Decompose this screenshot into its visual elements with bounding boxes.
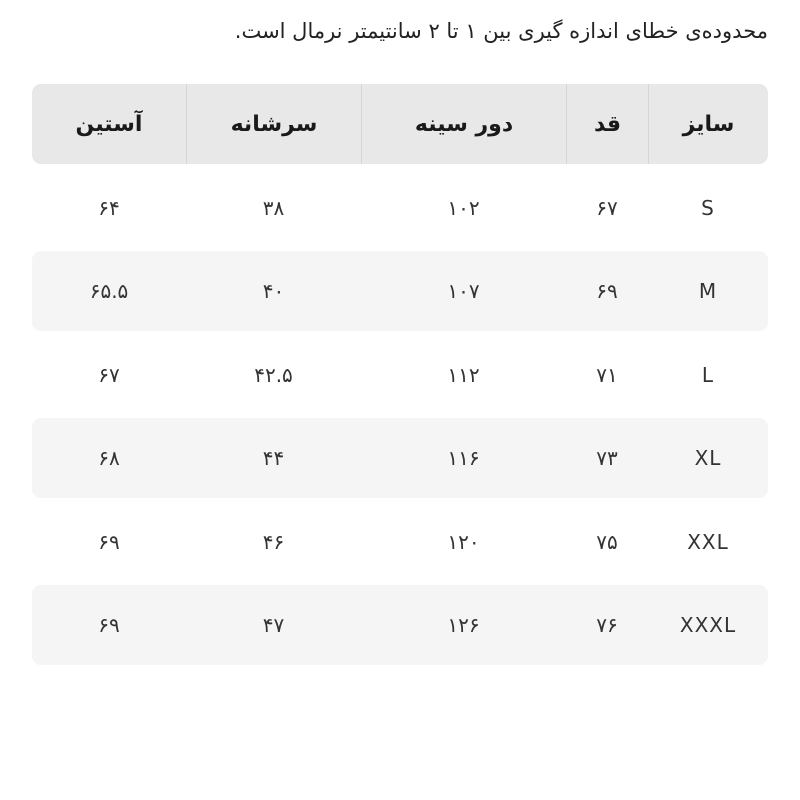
cell-size: S bbox=[701, 195, 715, 220]
cell-sleeve: ۶۹ bbox=[98, 529, 120, 554]
cell-chest: ۱۰۷ bbox=[447, 279, 480, 303]
cell-size: XXL bbox=[687, 529, 729, 554]
cell-chest: ۱۲۰ bbox=[447, 529, 480, 554]
cell-sleeve: ۶۹ bbox=[98, 613, 120, 637]
cell-height: ۷۵ bbox=[596, 529, 618, 554]
table-row bbox=[32, 168, 768, 248]
cell-size: L bbox=[701, 362, 715, 387]
cell-height: ۶۹ bbox=[596, 279, 618, 303]
cell-height: ۷۳ bbox=[596, 446, 618, 470]
cell-chest: ۱۲۶ bbox=[447, 613, 480, 637]
cell-size: XL bbox=[694, 446, 722, 470]
header-size: سایز bbox=[648, 84, 768, 164]
table-header-row bbox=[32, 84, 768, 164]
table-row bbox=[32, 418, 768, 498]
cell-height: ۷۱ bbox=[596, 362, 618, 387]
cell-shoulder: ۴۴ bbox=[262, 446, 285, 470]
measurement-tolerance-note: محدوده‌ی خطای اندازه گیری بین ۱ تا ۲ سانتیمتر نرمال است. bbox=[234, 19, 768, 43]
cell-chest: ۱۰۲ bbox=[447, 195, 480, 220]
cell-chest: ۱۱۶ bbox=[447, 446, 480, 470]
cell-height: ۶۷ bbox=[596, 195, 618, 220]
cell-shoulder: ۴۷ bbox=[262, 613, 285, 637]
cell-chest: ۱۱۲ bbox=[447, 362, 480, 387]
cell-height: ۷۶ bbox=[596, 613, 618, 637]
header-chest: دور سینه bbox=[361, 84, 566, 164]
cell-sleeve: ۶۴ bbox=[98, 195, 120, 220]
cell-shoulder: ۴۰ bbox=[262, 279, 285, 303]
cell-size: M bbox=[698, 279, 718, 303]
size-chart-table bbox=[32, 84, 768, 669]
cell-shoulder: ۳۸ bbox=[262, 195, 285, 220]
header-sleeve: آستین bbox=[75, 111, 143, 137]
table-row bbox=[32, 585, 768, 665]
cell-size: XXXL bbox=[679, 613, 737, 637]
header-shoulder: سرشانه bbox=[186, 84, 361, 164]
table-row bbox=[32, 502, 768, 582]
header-height: قد bbox=[566, 84, 648, 164]
cell-sleeve: ۶۷ bbox=[98, 362, 120, 387]
cell-sleeve: ۶۸ bbox=[98, 446, 120, 470]
table-row bbox=[32, 335, 768, 415]
cell-shoulder: ۴۲.۵ bbox=[254, 362, 293, 387]
cell-sleeve: ۶۵.۵ bbox=[89, 279, 129, 303]
table-row bbox=[32, 251, 768, 331]
cell-shoulder: ۴۶ bbox=[262, 529, 285, 554]
